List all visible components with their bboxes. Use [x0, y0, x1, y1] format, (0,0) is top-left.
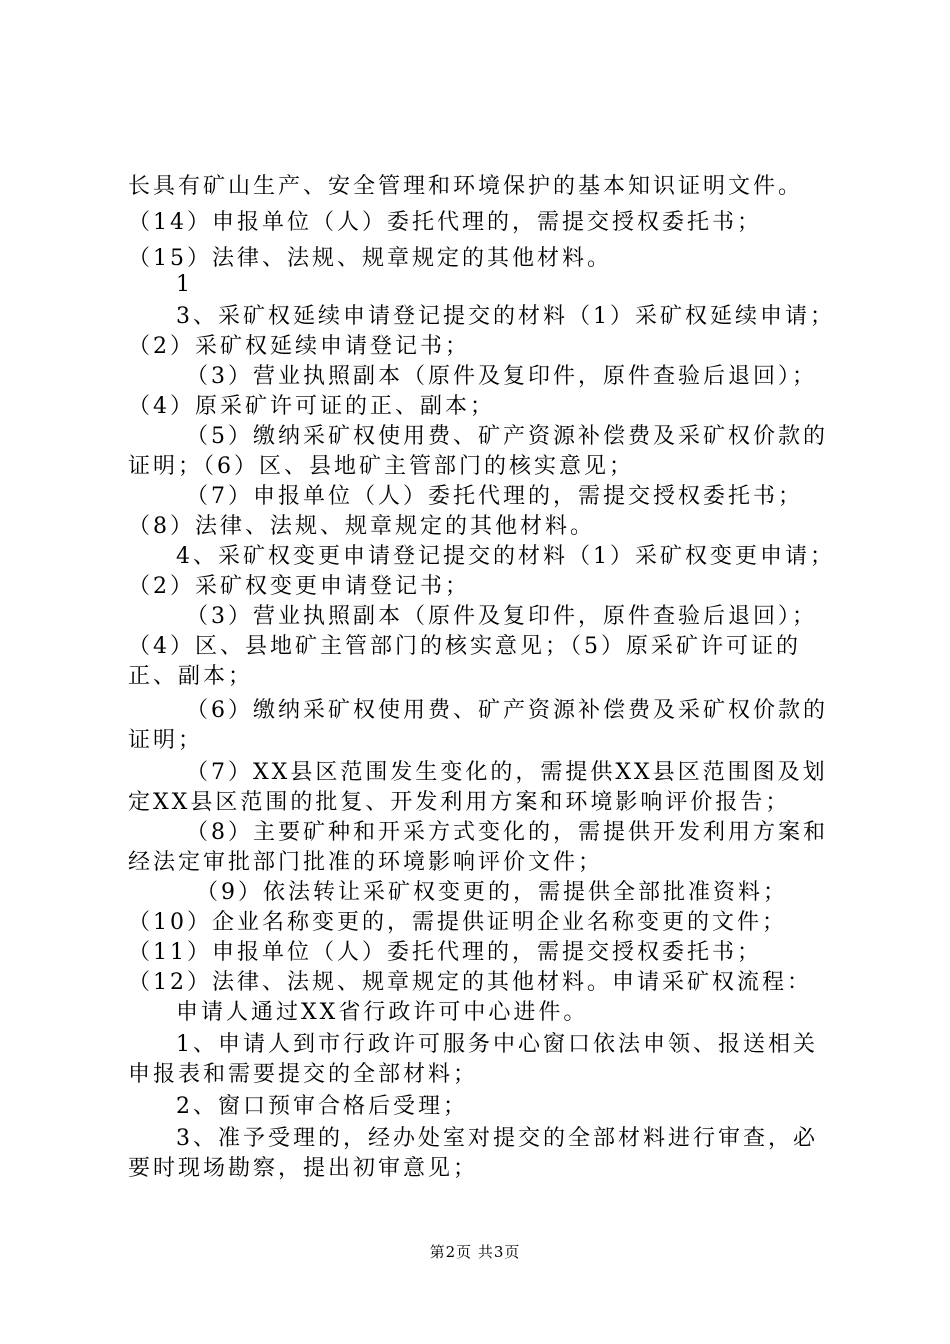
page-footer: 第2页 共3页 — [429, 1243, 521, 1261]
text-line: （12）法律、法规、规章规定的其他材料。申请采矿权流程： — [128, 970, 812, 995]
page-number-marker: 1 — [176, 272, 193, 297]
text-line: （4）区、县地矿主管部门的核实意见；（5）原采矿许可证的 — [128, 634, 801, 659]
text-line: （8）主要矿种和开采方式变化的，需提供开发利用方案和 — [186, 820, 828, 845]
text-line: 1、申请人到市行政许可服务中心窗口依法申领、报送相关 — [176, 1032, 818, 1057]
section-heading: 4、采矿权变更申请登记提交的材料（1）采矿权变更申请； — [176, 544, 835, 569]
text-line: 证明； — [128, 728, 204, 753]
text-line: （7）XX县区范围发生变化的，需提供XX县区范围图及划 — [186, 760, 828, 785]
text-line: （2）采矿权延续申请登记书； — [128, 334, 470, 359]
text-line: （3）营业执照副本（原件及复印件，原件查验后退回）； — [186, 364, 817, 389]
text-line: 长具有矿山生产、安全管理和环境保护的基本知识证明文件。 — [128, 174, 804, 199]
text-line: （14）申报单位（人）委托代理的，需提交授权委托书； — [128, 210, 762, 235]
text-line: 2、窗口预审合格后受理； — [176, 1094, 468, 1119]
text-line: （3）营业执照副本（原件及复印件，原件查验后退回）； — [186, 604, 817, 629]
text-line: （4）原采矿许可证的正、副本； — [128, 394, 495, 419]
text-line: （2）采矿权变更申请登记书； — [128, 574, 470, 599]
text-line: （9）依法转让采矿权变更的，需提供全部批准资料； — [196, 880, 788, 905]
text-line: 申请人通过XX省行政许可中心进件。 — [176, 1000, 589, 1025]
text-line: 证明；（6）区、县地矿主管部门的核实意见； — [128, 454, 634, 479]
text-line: 3、准予受理的，经办处室对提交的全部材料进行审查，必 — [176, 1126, 818, 1151]
section-heading: 3、采矿权延续申请登记提交的材料（1）采矿权延续申请； — [176, 304, 835, 329]
text-line: （10）企业名称变更的，需提供证明企业名称变更的文件； — [128, 910, 787, 935]
text-line: （5）缴纳采矿权使用费、矿产资源补偿费及采矿权价款的 — [186, 424, 828, 449]
text-line: （11）申报单位（人）委托代理的，需提交授权委托书； — [128, 940, 762, 965]
text-line: （8）法律、法规、规章规定的其他材料。 — [128, 514, 595, 539]
text-line: 正、副本； — [128, 664, 254, 689]
text-line: 定XX县区范围的批复、开发利用方案和环境影响评价报告； — [128, 790, 791, 815]
text-line: 申报表和需要提交的全部材料； — [128, 1062, 479, 1087]
text-line: 要时现场勘察，提出初审意见； — [128, 1156, 479, 1181]
text-line: 经法定审批部门批准的环境影响评价文件； — [128, 850, 604, 875]
text-line: （7）申报单位（人）委托代理的，需提交授权委托书； — [186, 484, 803, 509]
text-line: （6）缴纳采矿权使用费、矿产资源补偿费及采矿权价款的 — [186, 698, 828, 723]
text-line: （15）法律、法规、规章规定的其他材料。 — [128, 246, 612, 271]
